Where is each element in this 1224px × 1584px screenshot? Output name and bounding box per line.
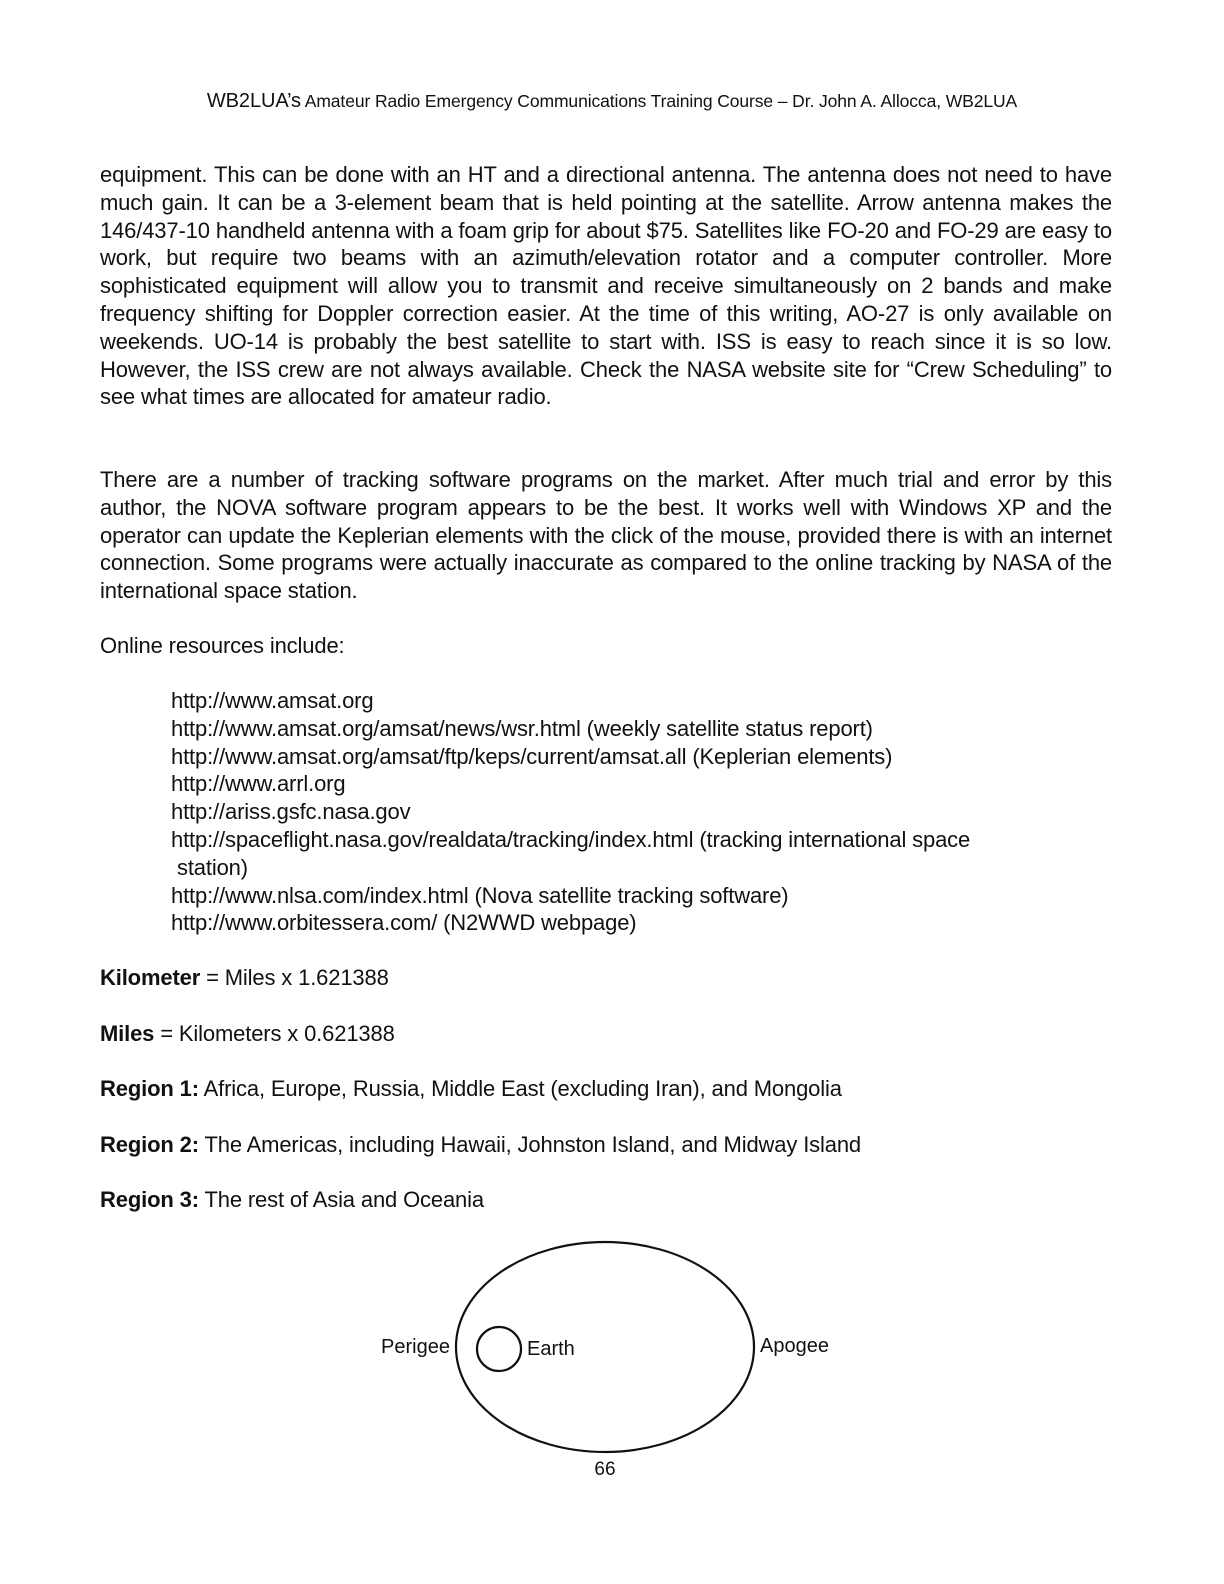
definition-term: Region 3:: [100, 1187, 199, 1212]
definition-region-1: [100, 1075, 842, 1103]
earth-circle: [477, 1327, 521, 1371]
page-header: [0, 90, 1224, 113]
resource-link-list: [171, 687, 970, 937]
definition-miles: [100, 1020, 395, 1048]
paragraph-equipment: equipment. This can be done with an HT and a directional antenna. The antenna does not need to have much gain. It can be a 3-element beam that is held pointing at the satellite. Arrow antenna makes the 146/437-10 handheld antenna with a foam grip for about $75. Satellites like FO-20 and FO-29 are easy to work, but require two beams with an azimuth/elevation rotator and a computer controller. More sophisticated equipment will allow you to transmit and receive simultaneously on 2 bands and make frequency shifting for Doppler correction easier. At the time of this writing, AO-27 is only available on weekends. UO-14 is probably the best satellite to start with. ISS is easy to reach since it is so low. However, the ISS crew are not always available. Check the NASA website site for “Crew Scheduling” to see what times are allocated for amateur radio.: [100, 162, 1112, 410]
earth-label: Earth: [527, 1338, 575, 1360]
paragraph-tracking-software: There are a number of tracking software programs on the market. After much trial and error by this author, the NOVA software program appears to be the best. It works well with Windows XP and the operator can update the Keplerian elements with the click of the mouse, provided there is with an internet connection. Some programs were actually inaccurate as compared to the online tracking by NASA of the international space station.: [100, 467, 1112, 604]
definition-term: Region 2:: [100, 1132, 199, 1157]
resource-link[interactable]: http://ariss.gsfc.nasa.gov: [171, 799, 411, 825]
definition-term: Miles: [100, 1021, 155, 1046]
header-title: Amateur Radio Emergency Communications Training Course – Dr. John A. Allocca, WB2LUA: [300, 91, 1018, 111]
apogee-label: Apogee: [760, 1335, 829, 1357]
header-callsign: WB2LUA’s: [206, 90, 301, 112]
definition-term: Kilometer: [100, 965, 201, 990]
definition-region-3: [100, 1186, 484, 1214]
definition-region-2: [100, 1131, 861, 1159]
perigee-label: Perigee: [381, 1336, 450, 1358]
resource-link[interactable]: http://www.orbitessera.com/ (N2WWD webpage): [171, 910, 637, 936]
definition-text: The rest of Asia and Oceania: [198, 1187, 484, 1212]
definition-text: Africa, Europe, Russia, Middle East (excluding Iran), and Mongolia: [198, 1076, 842, 1101]
definition-kilometer: [100, 964, 389, 992]
resources-intro: Online resources include:: [100, 633, 345, 658]
resource-link-continuation: station): [177, 854, 248, 880]
definition-text: The Americas, including Hawaii, Johnston Island, and Midway Island: [198, 1132, 861, 1157]
resource-link[interactable]: http://www.amsat.org: [171, 688, 374, 713]
page-number: 66: [594, 1459, 616, 1480]
resource-link[interactable]: http://www.amsat.org/amsat/news/wsr.html (weekly satellite status report): [171, 715, 873, 741]
resource-link[interactable]: http://www.amsat.org/amsat/ftp/keps/current/amsat.all (Keplerian elements): [171, 743, 893, 769]
resource-link[interactable]: http://spaceflight.nasa.gov/realdata/tracking/index.html (tracking international space: [171, 826, 971, 852]
definition-term: Region 1:: [100, 1076, 199, 1101]
resource-link[interactable]: http://www.arrl.org: [171, 771, 346, 797]
orbit-ellipse: [456, 1242, 754, 1452]
definition-text: = Kilometers x 0.621388: [154, 1021, 395, 1046]
resource-link[interactable]: http://www.nlsa.com/index.html (Nova satellite tracking software): [171, 882, 789, 908]
definition-text: = Miles x 1.621388: [200, 965, 389, 990]
